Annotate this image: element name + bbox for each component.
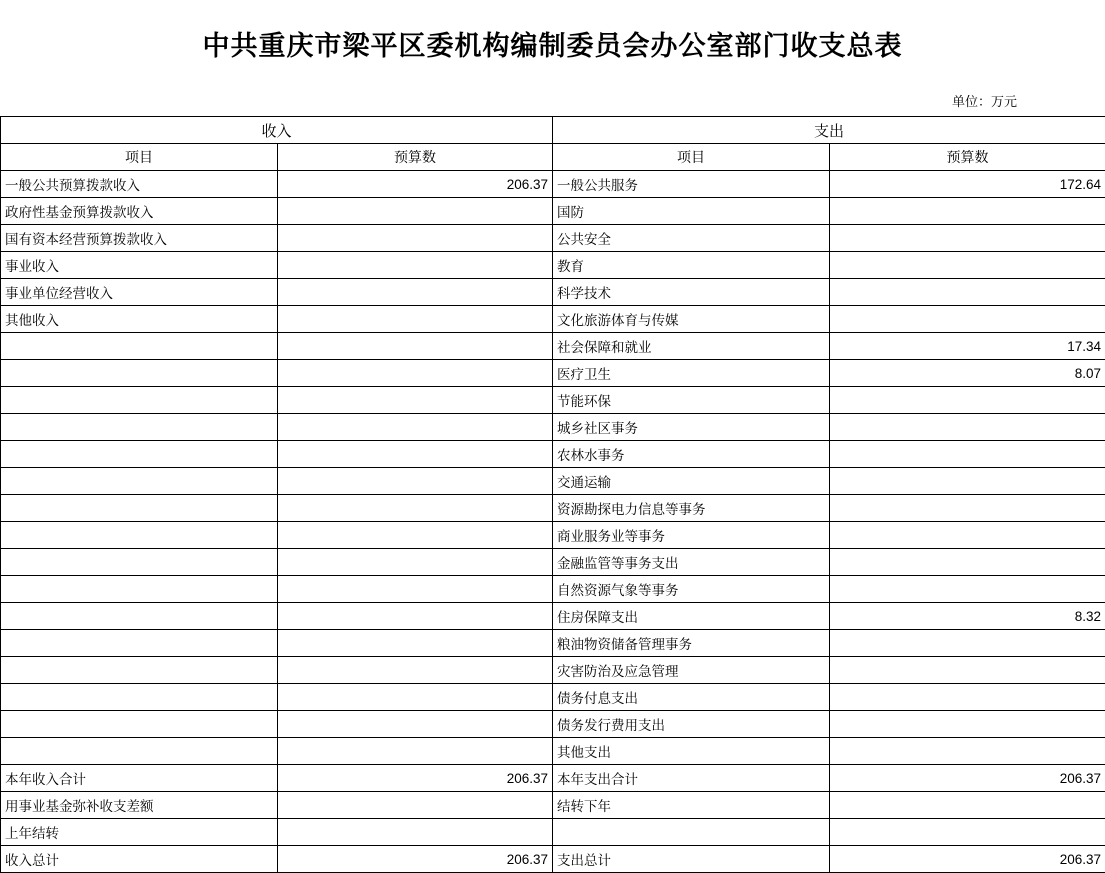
cell-expense-item: 自然资源气象等事务 xyxy=(553,576,830,603)
cell-expense-item: 结转下年 xyxy=(553,792,830,819)
table-body xyxy=(1,171,1105,873)
table-row xyxy=(1,171,1105,198)
table-row xyxy=(1,441,1105,468)
cell-expense-item: 农林水事务 xyxy=(553,441,830,468)
cell-expense-item: 粮油物资储备管理事务 xyxy=(553,630,830,657)
table-row xyxy=(1,198,1105,225)
cell-income-item xyxy=(1,603,278,630)
cell-expense-budget xyxy=(830,549,1105,576)
table-column-header-row xyxy=(1,144,1105,171)
cell-income-budget xyxy=(278,603,553,630)
group-header-expense: 支出 xyxy=(553,117,1105,144)
cell-expense-budget xyxy=(830,576,1105,603)
cell-income-budget xyxy=(278,630,553,657)
cell-expense-budget: 206.37 xyxy=(830,765,1105,792)
cell-expense-budget xyxy=(830,711,1105,738)
cell-income-item: 收入总计 xyxy=(1,846,278,873)
cell-expense-budget xyxy=(830,738,1105,765)
cell-expense-budget xyxy=(830,495,1105,522)
cell-income-budget xyxy=(278,333,553,360)
cell-expense-budget xyxy=(830,684,1105,711)
cell-income-item xyxy=(1,522,278,549)
table-row xyxy=(1,522,1105,549)
cell-income-budget xyxy=(278,522,553,549)
cell-expense-item xyxy=(553,819,830,846)
page-title: 中共重庆市梁平区委机构编制委员会办公室部门收支总表 xyxy=(0,0,1105,73)
cell-income-item: 事业收入 xyxy=(1,252,278,279)
column-header-income-budget: 预算数 xyxy=(278,144,553,171)
cell-income-budget xyxy=(278,252,553,279)
table-row xyxy=(1,711,1105,738)
budget-table xyxy=(0,116,1105,873)
cell-expense-item: 文化旅游体育与传媒 xyxy=(553,306,830,333)
cell-income-item xyxy=(1,549,278,576)
cell-expense-item: 本年支出合计 xyxy=(553,765,830,792)
cell-expense-item: 节能环保 xyxy=(553,387,830,414)
table-row xyxy=(1,846,1105,873)
cell-expense-item: 资源勘探电力信息等事务 xyxy=(553,495,830,522)
cell-income-budget xyxy=(278,468,553,495)
cell-income-item: 政府性基金预算拨款收入 xyxy=(1,198,278,225)
cell-expense-budget xyxy=(830,792,1105,819)
table-row xyxy=(1,549,1105,576)
cell-income-item xyxy=(1,333,278,360)
cell-expense-item: 金融监管等事务支出 xyxy=(553,549,830,576)
cell-expense-item: 国防 xyxy=(553,198,830,225)
cell-expense-budget xyxy=(830,522,1105,549)
table-row xyxy=(1,657,1105,684)
cell-expense-item: 灾害防治及应急管理 xyxy=(553,657,830,684)
cell-expense-item: 公共安全 xyxy=(553,225,830,252)
cell-income-item xyxy=(1,360,278,387)
cell-income-budget xyxy=(278,495,553,522)
cell-income-item xyxy=(1,414,278,441)
column-header-income-item: 项目 xyxy=(1,144,278,171)
cell-income-budget xyxy=(278,711,553,738)
column-header-expense-budget: 预算数 xyxy=(830,144,1105,171)
cell-income-item xyxy=(1,495,278,522)
cell-income-item xyxy=(1,576,278,603)
cell-expense-budget: 206.37 xyxy=(830,846,1105,873)
table-row xyxy=(1,414,1105,441)
cell-expense-item: 支出总计 xyxy=(553,846,830,873)
cell-income-budget: 206.37 xyxy=(278,765,553,792)
cell-income-item: 上年结转 xyxy=(1,819,278,846)
cell-income-item xyxy=(1,468,278,495)
cell-income-budget xyxy=(278,279,553,306)
cell-income-budget xyxy=(278,414,553,441)
cell-income-budget xyxy=(278,198,553,225)
cell-income-item: 用事业基金弥补收支差额 xyxy=(1,792,278,819)
cell-income-item: 一般公共预算拨款收入 xyxy=(1,171,278,198)
table-row xyxy=(1,765,1105,792)
table-row xyxy=(1,819,1105,846)
cell-expense-item: 债务付息支出 xyxy=(553,684,830,711)
cell-income-item xyxy=(1,387,278,414)
table-row xyxy=(1,603,1105,630)
cell-expense-budget: 172.64 xyxy=(830,171,1105,198)
cell-income-budget xyxy=(278,225,553,252)
cell-income-item xyxy=(1,711,278,738)
cell-expense-budget xyxy=(830,225,1105,252)
table-row xyxy=(1,738,1105,765)
cell-expense-budget xyxy=(830,279,1105,306)
cell-income-item xyxy=(1,738,278,765)
table-row xyxy=(1,792,1105,819)
cell-expense-budget xyxy=(830,252,1105,279)
cell-expense-item: 债务发行费用支出 xyxy=(553,711,830,738)
table-row xyxy=(1,306,1105,333)
cell-income-item: 国有资本经营预算拨款收入 xyxy=(1,225,278,252)
cell-income-item: 其他收入 xyxy=(1,306,278,333)
cell-expense-budget: 17.34 xyxy=(830,333,1105,360)
cell-expense-item: 教育 xyxy=(553,252,830,279)
cell-expense-item: 科学技术 xyxy=(553,279,830,306)
cell-expense-budget: 8.07 xyxy=(830,360,1105,387)
cell-expense-item: 一般公共服务 xyxy=(553,171,830,198)
cell-expense-item: 社会保障和就业 xyxy=(553,333,830,360)
table-row xyxy=(1,279,1105,306)
cell-expense-budget: 8.32 xyxy=(830,603,1105,630)
table-row xyxy=(1,252,1105,279)
cell-income-budget: 206.37 xyxy=(278,171,553,198)
cell-income-budget xyxy=(278,657,553,684)
cell-expense-item: 城乡社区事务 xyxy=(553,414,830,441)
cell-expense-budget xyxy=(830,198,1105,225)
cell-income-budget xyxy=(278,819,553,846)
table-row xyxy=(1,495,1105,522)
cell-expense-item: 医疗卫生 xyxy=(553,360,830,387)
table-row xyxy=(1,333,1105,360)
cell-income-budget xyxy=(278,306,553,333)
cell-income-budget xyxy=(278,441,553,468)
cell-income-item xyxy=(1,441,278,468)
cell-expense-budget xyxy=(830,819,1105,846)
cell-expense-budget xyxy=(830,387,1105,414)
cell-expense-budget xyxy=(830,630,1105,657)
cell-income-item xyxy=(1,657,278,684)
table-row xyxy=(1,225,1105,252)
cell-income-item xyxy=(1,684,278,711)
unit-note: 单位：万元 xyxy=(0,73,1105,116)
group-header-income: 收入 xyxy=(1,117,553,144)
table-row xyxy=(1,387,1105,414)
cell-income-budget: 206.37 xyxy=(278,846,553,873)
cell-income-budget xyxy=(278,387,553,414)
cell-expense-item: 其他支出 xyxy=(553,738,830,765)
table-row xyxy=(1,468,1105,495)
cell-income-budget xyxy=(278,576,553,603)
cell-expense-budget xyxy=(830,441,1105,468)
table-row xyxy=(1,576,1105,603)
cell-expense-budget xyxy=(830,468,1105,495)
cell-expense-item: 交通运输 xyxy=(553,468,830,495)
cell-expense-budget xyxy=(830,414,1105,441)
cell-income-budget xyxy=(278,792,553,819)
cell-expense-item: 商业服务业等事务 xyxy=(553,522,830,549)
cell-income-item: 事业单位经营收入 xyxy=(1,279,278,306)
cell-income-budget xyxy=(278,360,553,387)
table-row xyxy=(1,684,1105,711)
cell-income-item: 本年收入合计 xyxy=(1,765,278,792)
cell-income-budget xyxy=(278,549,553,576)
cell-expense-budget xyxy=(830,306,1105,333)
cell-expense-item: 住房保障支出 xyxy=(553,603,830,630)
table-row xyxy=(1,360,1105,387)
cell-income-budget xyxy=(278,684,553,711)
cell-income-budget xyxy=(278,738,553,765)
cell-expense-budget xyxy=(830,657,1105,684)
table-group-header-row xyxy=(1,117,1105,144)
table-row xyxy=(1,630,1105,657)
column-header-expense-item: 项目 xyxy=(553,144,830,171)
cell-income-item xyxy=(1,630,278,657)
